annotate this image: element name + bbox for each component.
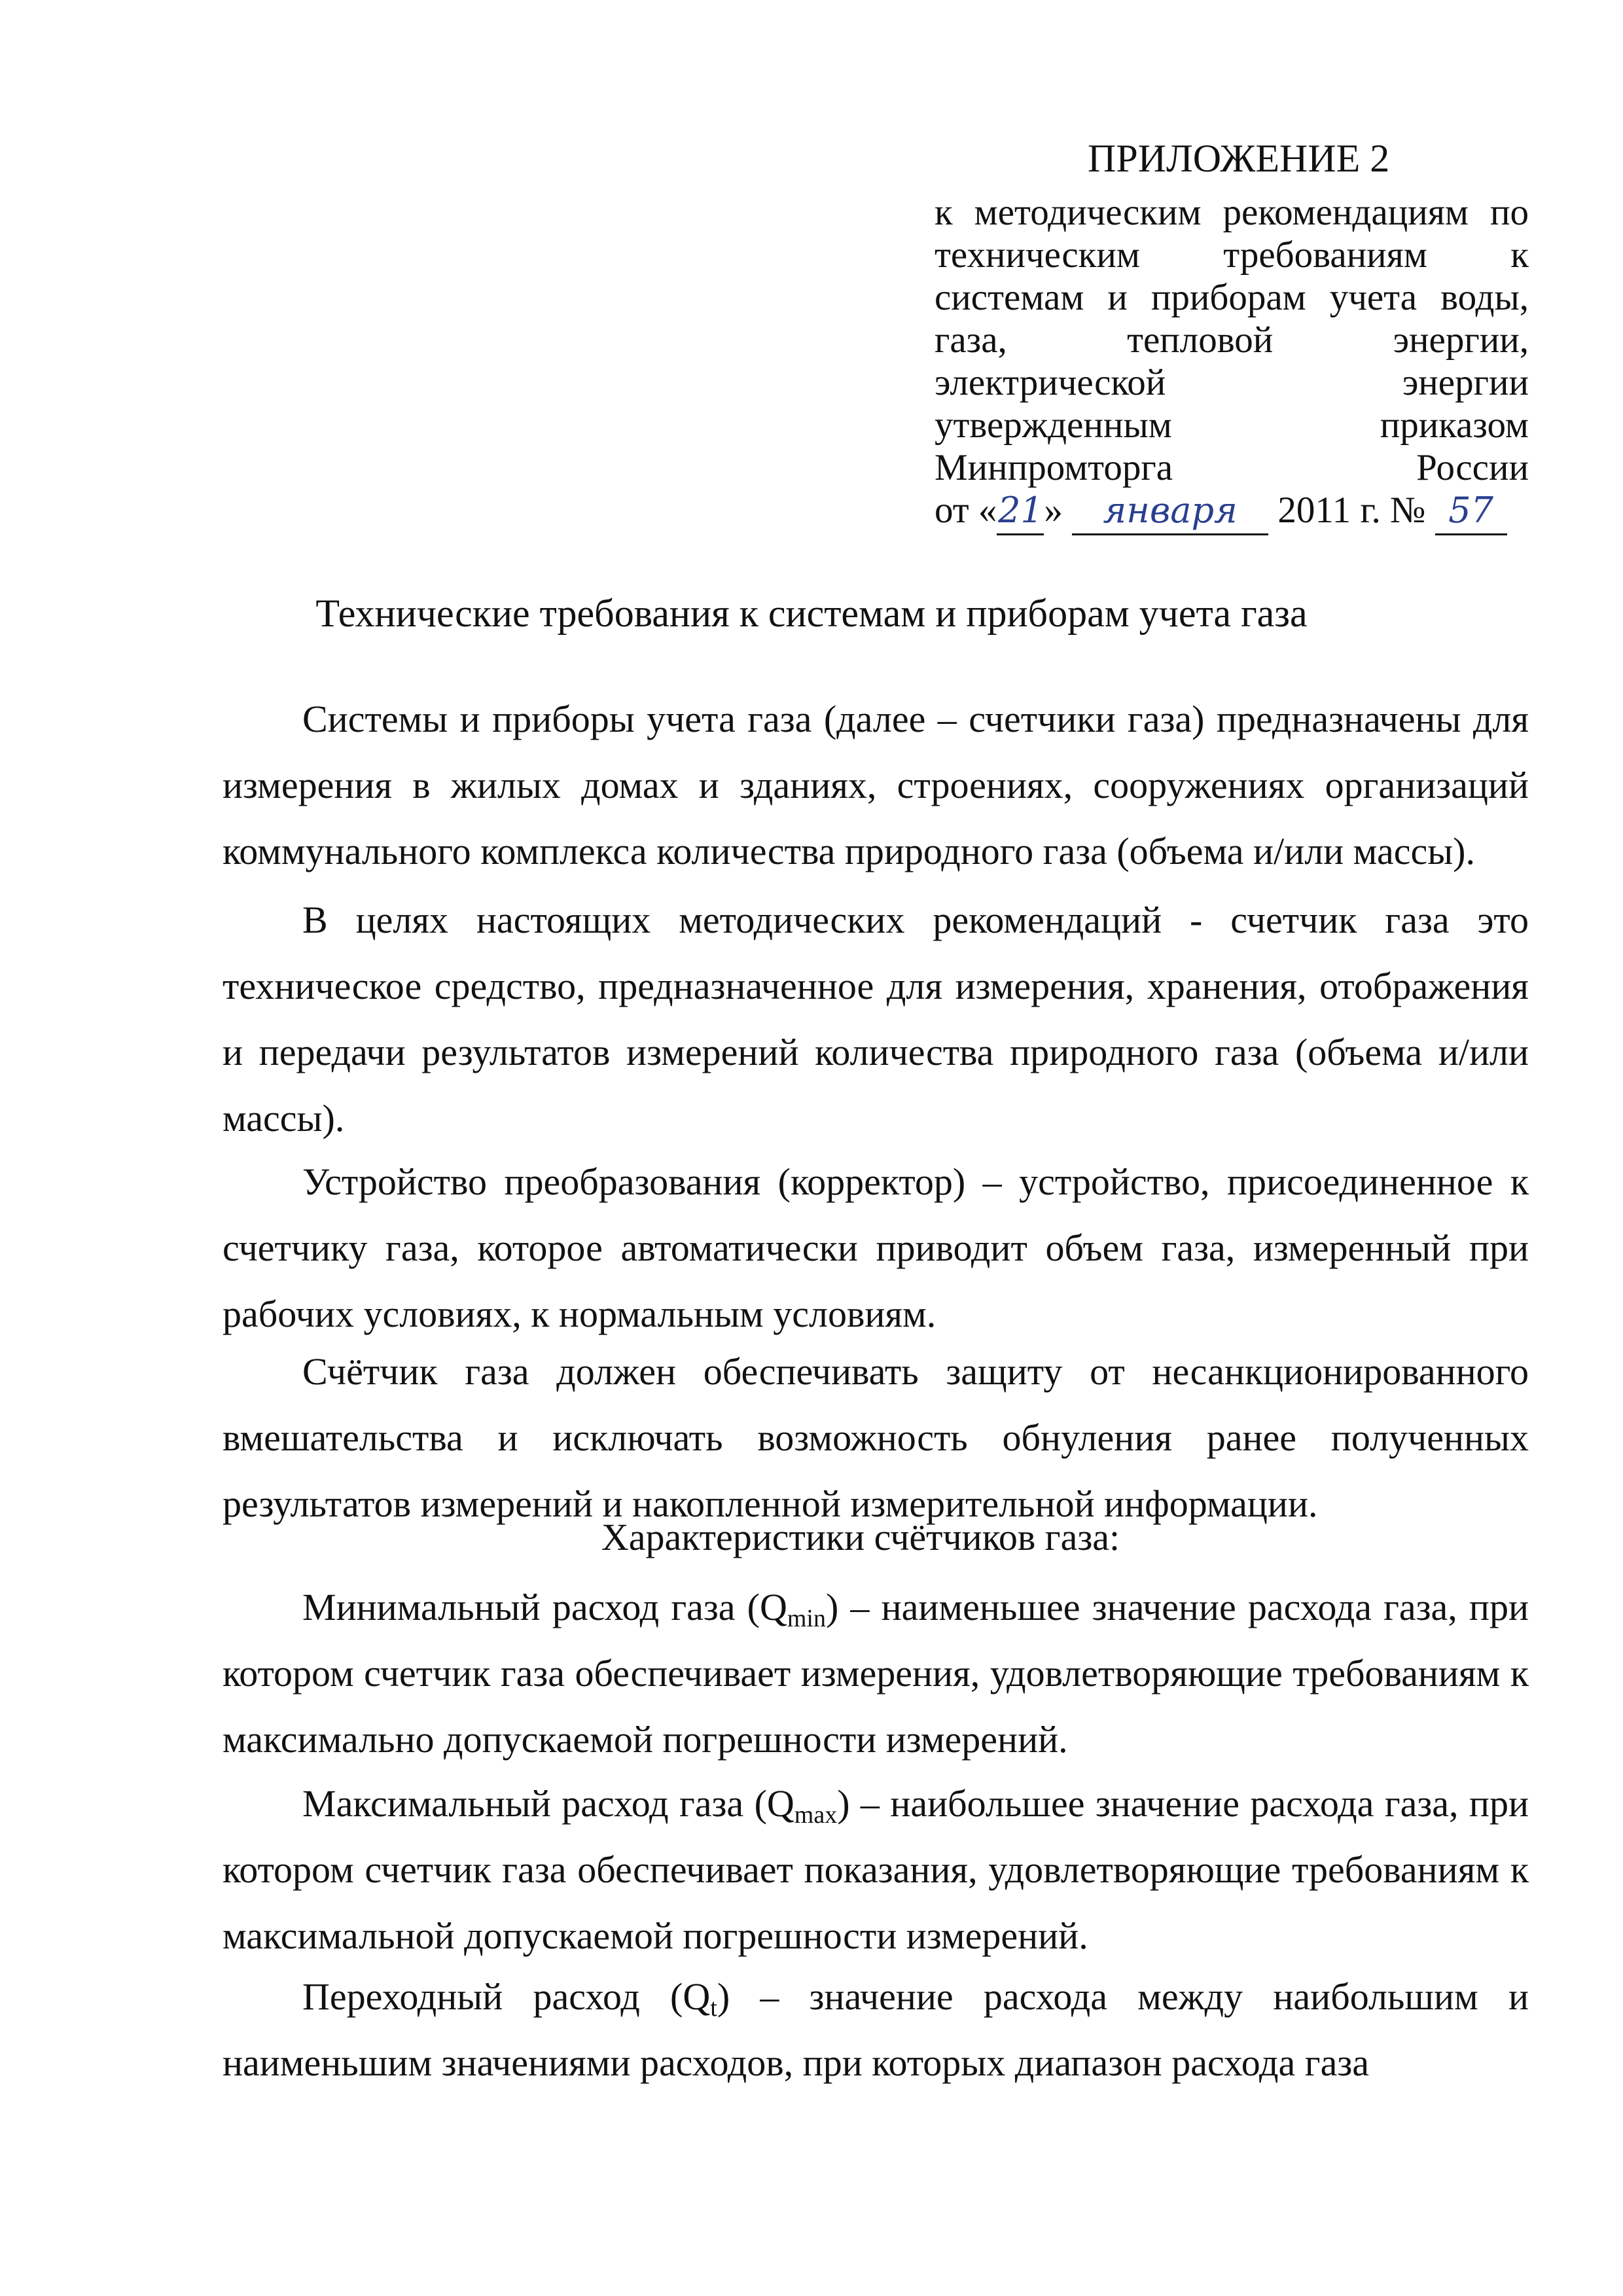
- definition-text: – значение расхода между наибольшим и наименьшим значениями расходов, при которых диапазон расхода газа: [223, 1975, 1529, 2084]
- appendix-line: системам и приборам учета воды,: [935, 277, 1529, 318]
- appendix-line: газа, тепловой энергии,: [935, 319, 1529, 361]
- definition-term: Максимальный расход газа (Q: [302, 1782, 794, 1825]
- definition-term-close: ): [825, 1586, 839, 1628]
- date-year: 2011 г. №: [1277, 490, 1426, 531]
- definition-term: Переходный расход (Q: [302, 1975, 711, 2018]
- appendix-line: утвержденным приказом: [935, 404, 1529, 446]
- definition-subscript: max: [794, 1801, 838, 1829]
- paragraph: В целях настоящих методических рекомендаций - счетчик газа это техническое средство, предназначенное для измерения, хранения, отображения и передачи результатов измерений количества природного газа (объема и/или массы).: [223, 899, 1529, 1139]
- definition-paragraph: [223, 1964, 1529, 2096]
- appendix-line: Минпромторга России: [935, 447, 1529, 488]
- date-mid: »: [1044, 490, 1063, 531]
- date-prefix: от «: [935, 490, 997, 531]
- handwritten-day: 21: [997, 488, 1044, 535]
- order-date-line: [935, 488, 1529, 535]
- definition-term: Минимальный расход газа (Q: [302, 1586, 787, 1628]
- paragraph: Счётчик газа должен обеспечивать защиту от несанкционированного вмешательства и исключать возможность обнуления ранее полученных результатов измерений и накопленной измерительной информации.: [223, 1350, 1529, 1525]
- definition-paragraph: [223, 1770, 1529, 1969]
- appendix-title: ПРИЛОЖЕНИЕ 2: [1088, 137, 1390, 180]
- appendix-line: техническим требованиям к: [935, 234, 1529, 276]
- definition-subscript: min: [787, 1605, 826, 1632]
- definition-subscript: t: [710, 1994, 717, 2022]
- definition-term-close: ): [837, 1782, 850, 1825]
- paragraph: Системы и приборы учета газа (далее – счетчики газа) предназначены для измерения в жилых домах и зданиях, строениях, сооружениях организаций коммунального комплекса количества природного газа (объема и/или массы).: [223, 698, 1529, 872]
- document-title: Технические требования к системам и приборам учета газа: [315, 592, 1308, 635]
- definition-term-close: ): [717, 1975, 730, 2018]
- handwritten-order-number: 57: [1435, 488, 1507, 535]
- definition-text: – наибольшее значение расхода газа, при котором счетчик газа обеспечивает показания, удовлетворяющие требованиям к максимальной допускаемой погрешности измерений.: [223, 1782, 1529, 1957]
- definition-paragraph: [223, 1574, 1529, 1772]
- appendix-line: к методическим рекомендациям по: [935, 192, 1529, 233]
- appendix-line: электрической энергии: [935, 362, 1529, 403]
- definition-text: – наименьшее значение расхода газа, при котором счетчик газа обеспечивает измерения, удовлетворяющие требованиям к максимально допускаемой погрешности измерений.: [223, 1586, 1529, 1761]
- paragraph: Устройство преобразования (корректор) – устройство, присоединенное к счетчику газа, которое автоматически приводит объем газа, измеренный при рабочих условиях, к нормальным условиям.: [223, 1160, 1529, 1335]
- appendix-description: [935, 191, 1529, 489]
- section-heading: Характеристики счётчиков газа:: [601, 1516, 1120, 1558]
- handwritten-month: января: [1072, 488, 1268, 535]
